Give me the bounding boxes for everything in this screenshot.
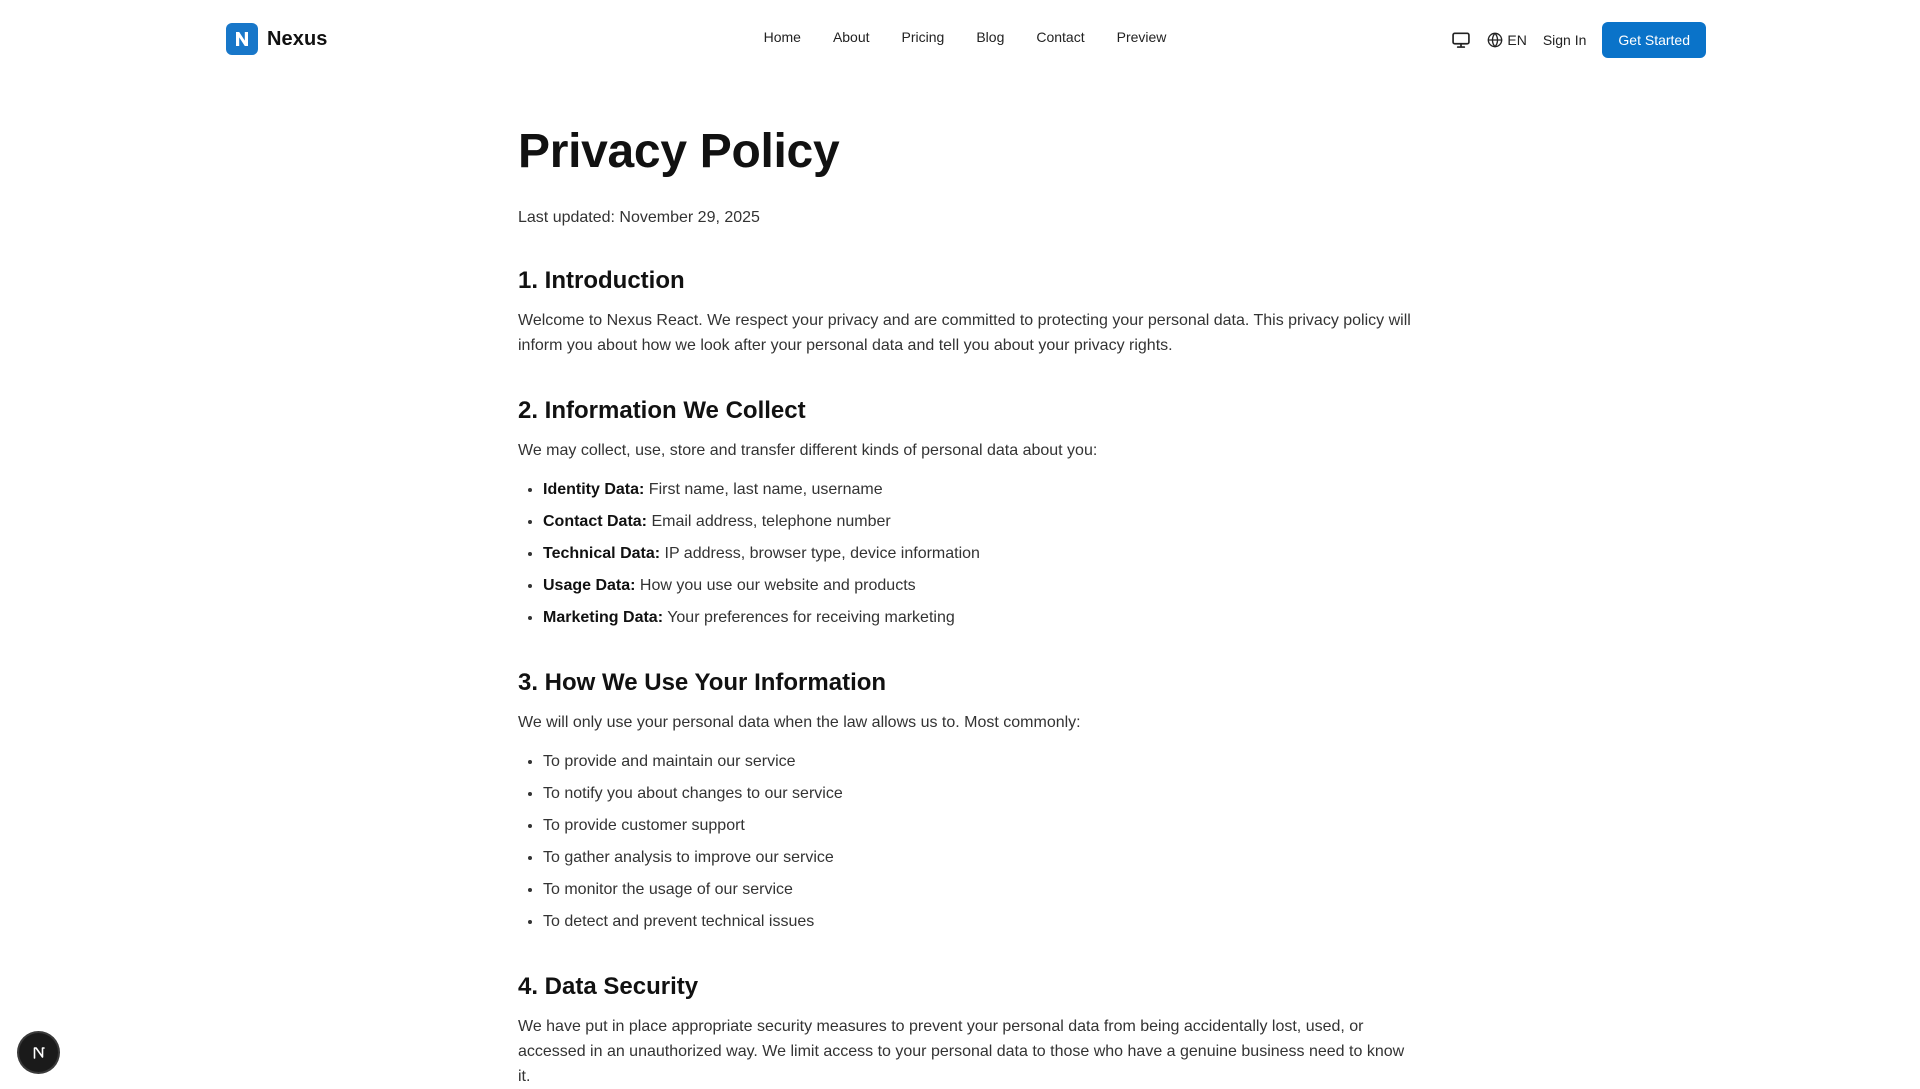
privacy-content <box>518 124 1418 1089</box>
list-item-text: First name, last name, username <box>644 481 883 498</box>
nextjs-icon <box>30 1044 48 1062</box>
list-item <box>543 477 1418 502</box>
list-item-text: Email address, telephone number <box>647 513 891 530</box>
list-item: • To monitor the usage of our service <box>543 877 1418 902</box>
nav-contact[interactable]: Contact <box>1036 29 1085 45</box>
brand-name: Nexus <box>267 27 328 50</box>
list-item <box>543 605 1418 630</box>
list-item-term: Usage Data: <box>543 577 636 594</box>
section-paragraph: We will only use your personal data when the law allows us to. Most commonly: <box>518 714 1081 731</box>
section-paragraph: We may collect, use, store and transfer different kinds of personal data about you: <box>518 442 1098 459</box>
list-item <box>543 541 1418 566</box>
section-introduction <box>518 266 1418 358</box>
section-heading: 2. Information We Collect <box>518 397 806 424</box>
list-item-text: How you use our website and products <box>635 577 916 594</box>
list-item-term: Marketing Data: <box>543 609 664 626</box>
section-paragraph: We have put in place appropriate security measures to prevent your personal data from being accidentally lost, used, or accessed in an unauthorized way. We limit access to your personal data to those who have a genuine business need to know it. <box>518 1018 1405 1085</box>
list-item-text: Your preferences for receiving marketing <box>663 609 955 626</box>
list-item: • To detect and prevent technical issues <box>543 909 1418 934</box>
data-types-list <box>518 477 1418 630</box>
list-item: • To gather analysis to improve our service <box>543 845 1418 870</box>
section-data-security <box>518 972 1418 1089</box>
page-title: Privacy Policy <box>518 125 840 178</box>
site-header <box>0 0 1920 80</box>
list-item: • To provide customer support <box>543 813 1418 838</box>
language-label: EN <box>1507 32 1527 48</box>
section-how-we-use <box>518 668 1418 934</box>
nav-home[interactable]: Home <box>763 29 801 45</box>
get-started-button[interactable]: Get Started <box>1602 22 1706 58</box>
list-item: • To provide and maintain our service <box>543 749 1418 774</box>
globe-icon <box>1487 32 1503 48</box>
section-paragraph: Welcome to Nexus React. We respect your privacy and are committed to protecting your personal data. This privacy policy will inform you about how we look after your personal data and tell you about your privacy rights. <box>518 312 1411 354</box>
monitor-icon <box>1451 30 1471 50</box>
section-heading: 1. Introduction <box>518 267 685 294</box>
last-updated: Last updated: November 29, 2025 <box>518 209 760 226</box>
section-information-we-collect <box>518 396 1418 630</box>
list-item <box>543 573 1418 598</box>
nav-preview[interactable]: Preview <box>1116 29 1167 45</box>
list-item: • To notify you about changes to our service <box>543 781 1418 806</box>
list-item-term: Technical Data: <box>543 545 661 562</box>
nav-about[interactable]: About <box>832 29 870 45</box>
header-actions <box>1443 22 1706 58</box>
list-item-text: IP address, browser type, device information <box>660 545 980 562</box>
dev-tools-badge[interactable] <box>19 1033 58 1072</box>
section-heading: 4. Data Security <box>518 973 699 1000</box>
sign-in-link[interactable]: Sign In <box>1542 32 1587 48</box>
language-selector[interactable] <box>1487 32 1526 48</box>
theme-toggle-button[interactable] <box>1443 22 1479 58</box>
list-item-term: Contact Data: <box>543 513 648 530</box>
usage-list <box>518 749 1418 934</box>
list-item <box>543 509 1418 534</box>
nav-pricing[interactable]: Pricing <box>901 29 945 45</box>
nav-blog[interactable]: Blog <box>976 29 1005 45</box>
section-heading: 3. How We Use Your Information <box>518 669 887 696</box>
list-item-term: Identity Data: <box>543 481 645 498</box>
